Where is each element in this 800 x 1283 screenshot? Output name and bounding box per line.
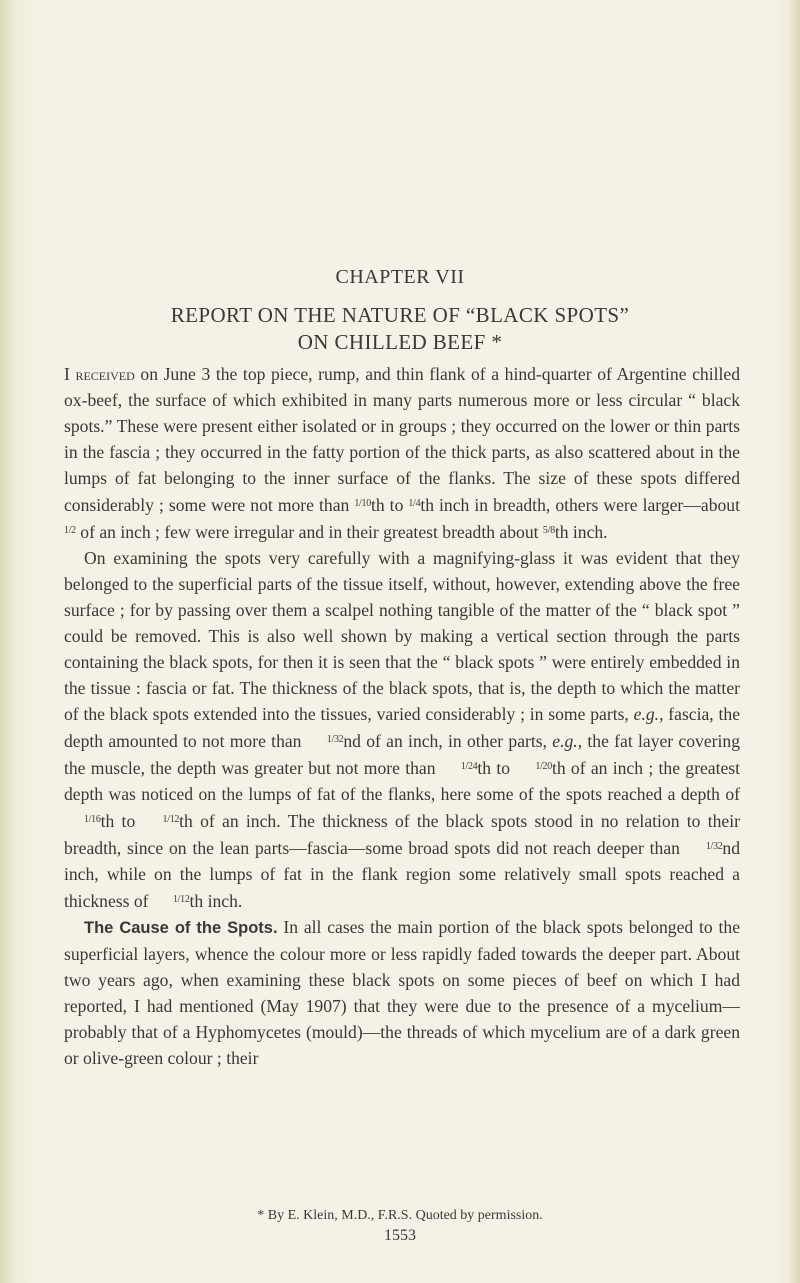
body-text bbox=[64, 361, 740, 1071]
fraction: 1/2 bbox=[64, 525, 76, 536]
fraction: 1/16 bbox=[84, 814, 101, 825]
chapter-title-line-2: ON CHILLED BEEF * bbox=[297, 330, 503, 354]
paragraph-2 bbox=[64, 545, 740, 914]
text-run: th to bbox=[100, 811, 143, 831]
fraction: 1/10 bbox=[354, 498, 371, 509]
text-run: th inch. bbox=[189, 891, 243, 911]
text-run: , fascia, the depth amounted to not more than bbox=[64, 704, 740, 751]
text-run: th of an inch. The thickness of the black spots stood in no relation to their breadth, since on the lean parts—fascia—some broad spots did not reach deeper than bbox=[64, 811, 740, 858]
paragraph-1 bbox=[64, 361, 740, 545]
fraction: 1/32 bbox=[326, 734, 344, 745]
footnote: * By E. Klein, M.D., F.R.S. Quoted by permission. bbox=[257, 1208, 543, 1223]
text-run: th inch in breadth, others were larger—about bbox=[420, 495, 740, 515]
page-number: 1553 bbox=[384, 1227, 416, 1244]
fraction: 1/4 bbox=[408, 498, 421, 509]
fraction: 1/20 bbox=[535, 761, 552, 772]
text-run: th inch. bbox=[554, 522, 608, 542]
paragraph-3 bbox=[64, 914, 740, 1071]
text-run: of an inch ; few were irregular and in their greatest breadth about bbox=[75, 522, 543, 542]
text-run: nd of an inch, in other parts, bbox=[343, 731, 553, 751]
abbreviation: e.g. bbox=[633, 704, 660, 724]
text-run: On examining the spots very carefully with a magnifying-glass it was evident that they belonged to the superficial parts of the tissue itself, without, however, extending above the free surface ; for by passing over them a scalpel nothing tangible of the matter of the “ black spot ” could be removed. This is also well shown by making a vertical section through the parts containing the black spots, for then it is seen that the “ black spots ” were entirely embedded in the tissue : fascia or fat. The thickness of the black spots, that is, the depth to which the matter of the black spots extended into the tissues, varied considerably ; in some parts, bbox=[64, 548, 740, 724]
fraction: 1/32 bbox=[705, 841, 723, 852]
fraction: 1/12 bbox=[172, 894, 190, 905]
text-run: on June 3 the top piece, rump, and thin flank of a hind-quarter of Argentine chilled ox-beef, the surface of which exhibited in many parts numerous more or less circular “ black spots.” These were present either isolated or in groups ; they occurred on the lower or thin parts in the fascia ; they occurred in the fatty portion of the thick parts, as also scattered about in the lumps of fat belonging to the inner surface of the flanks. The size of these spots differed considerably ; some were not more than bbox=[64, 364, 740, 515]
fraction: 5/8 bbox=[542, 525, 555, 536]
abbreviation: e.g. bbox=[552, 731, 578, 751]
chapter-title bbox=[0, 302, 800, 356]
text-run: In all cases the main portion of the black spots belonged to the superficial layers, whence the colour more or less rapidly faded towards the deeper part. About two years ago, when examining these black spots on some pieces of beef on which I had reported, I had mentioned (May 1907) that they were due to the presence of a mycelium—probably that of a Hyphomycetes (mould)—the threads of which mycelium are of a dark green or olive-green colour ; their bbox=[64, 917, 741, 1068]
fraction: 1/12 bbox=[162, 814, 180, 825]
text-run: th of an inch ; the greatest depth was noticed on the lumps of fat of the flanks, here some of the spots reached a depth of bbox=[64, 758, 740, 804]
section-heading: The Cause of the Spots. bbox=[84, 919, 278, 937]
chapter-heading: CHAPTER VII bbox=[335, 266, 465, 288]
chapter-title-line-1: REPORT ON THE NATURE OF “BLACK SPOTS” bbox=[170, 303, 630, 327]
fraction: 1/24 bbox=[460, 761, 478, 772]
text-run: th to bbox=[370, 495, 409, 515]
paragraph-lead-in: I received bbox=[64, 364, 135, 384]
text-run: th to bbox=[477, 758, 516, 778]
text-run: nd inch, while on the lumps of fat in the flank region some relatively small spots reached a thickness of bbox=[64, 838, 740, 911]
text-run: , the fat layer covering the muscle, the depth was greater but not more than bbox=[64, 731, 740, 778]
